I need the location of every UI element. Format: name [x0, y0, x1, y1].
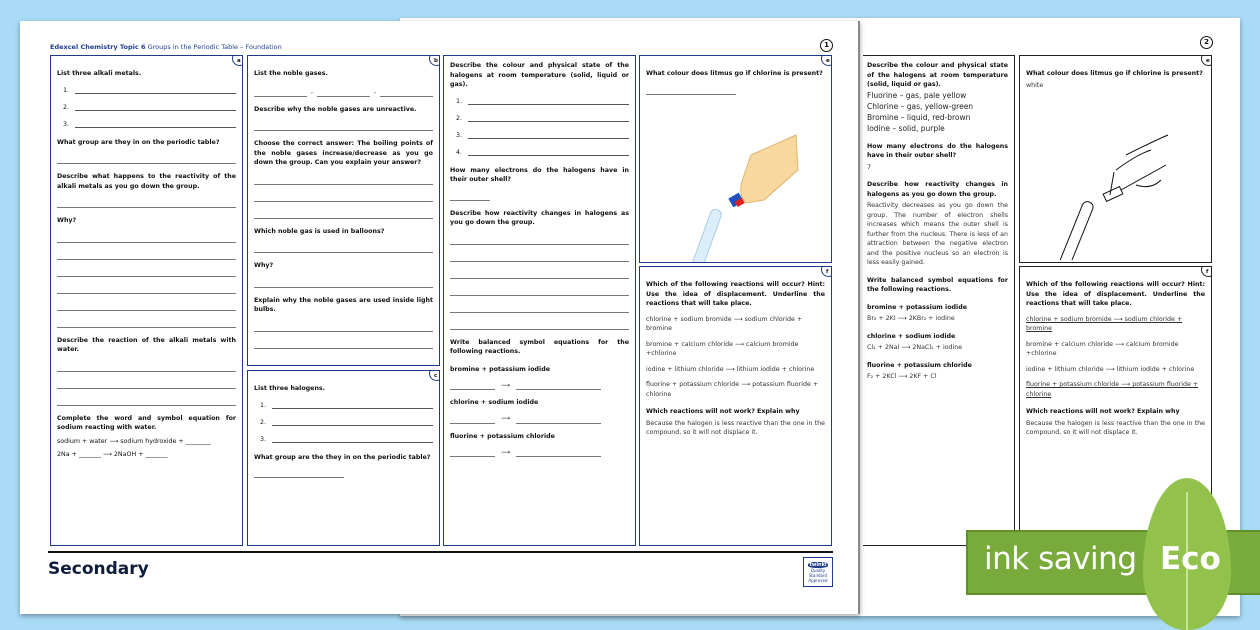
question-text: Which noble gas is used in balloons?: [254, 227, 385, 235]
answer-line[interactable]: [57, 372, 236, 389]
question-text: Describe how reactivity changes in halogens as you go down the group.: [450, 209, 629, 226]
answer-line[interactable]: [57, 226, 236, 243]
numbered-answer-line[interactable]: [57, 79, 236, 96]
line-number: 3.: [63, 121, 70, 128]
numbered-answer-line[interactable]: [57, 113, 236, 130]
question-text: chlorine + sodium iodide: [450, 399, 539, 406]
eco-label: Eco: [1160, 541, 1221, 577]
question-box-e: [1019, 55, 1212, 263]
answer-line[interactable]: [646, 79, 736, 95]
reaction-text: iodine + lithium chloride ⟶ lithium iodide + chlorine: [646, 365, 815, 373]
question-box-e: [639, 55, 832, 263]
equation-text: sodium + water ⟶ sodium hydroxide + ________: [57, 437, 211, 445]
answer-line[interactable]: [450, 185, 490, 201]
footer-divider: [48, 551, 833, 553]
section-tag: e: [821, 55, 832, 66]
answer-line[interactable]: [57, 243, 236, 260]
question-text: Describe the colour and physical state of the halogens at room temperature (solid, liquid or gas).: [867, 62, 1008, 88]
question-box-d: [443, 55, 636, 546]
answer-text: Br₂ + 2KI ⟶ 2KBr₂ + iodine: [867, 315, 955, 322]
question-text: Which reactions will not work? Explain why: [1026, 408, 1180, 415]
answer-line[interactable]: [57, 260, 236, 277]
question-box-f: [639, 266, 832, 546]
hand-test-tube-line-drawing: [1026, 110, 1206, 260]
numbered-answer-line[interactable]: [254, 428, 433, 445]
line-number: 2.: [63, 104, 70, 111]
question-text: Describe the colour and physical state of the halogens at room temperature (solid, liquid or gas).: [450, 62, 629, 88]
question-text: bromine + potassium iodide: [450, 365, 550, 373]
answer-line[interactable]: [254, 462, 344, 478]
question-text: Which of the following reactions will occur? Hint: Use the idea of displacement. Underline the reactions that will take place.: [1026, 281, 1205, 307]
numbered-answer-line[interactable]: [254, 411, 433, 428]
section-tag: f: [821, 266, 832, 277]
question-text: Why?: [57, 217, 77, 224]
section-tag: c: [429, 370, 440, 381]
answer-text: Because the halogen is less reactive than the one in the compound, so it will not displace it.: [1026, 419, 1205, 436]
question-text: fluorine + potassium chloride: [867, 361, 972, 369]
question-box-b: [247, 55, 440, 366]
answer-line[interactable]: [254, 202, 433, 219]
equation-text: 2Na + _______ ⟶ 2NaOH + _______: [57, 451, 168, 458]
question-text: fluorine + potassium chloride: [450, 432, 555, 440]
question-text: How many electrons do the halogens have in their outer shell?: [450, 166, 629, 183]
section-tag: e: [1201, 55, 1212, 66]
answer-line[interactable]: [57, 191, 236, 208]
line-number: 2.: [456, 115, 463, 122]
question-text: Describe the reaction of the alkali metals with water.: [57, 336, 236, 353]
answer-line[interactable]: [57, 294, 236, 311]
header-topic: Edexcel Chemistry Topic 6: [50, 43, 146, 51]
answer-text: Because the halogen is less reactive than the one in the compound, so it will not displace it.: [646, 419, 825, 436]
question-text: Write balanced symbol equations for the following reactions.: [867, 276, 1008, 293]
footer-secondary-label: Secondary: [48, 559, 149, 579]
reaction-text: fluorine + potassium chloride ⟶ potassium fluoride + chlorine: [646, 381, 819, 398]
question-text: What colour does litmus go if chlorine is present?: [646, 70, 823, 77]
answer-line[interactable]: [450, 296, 629, 313]
question-text: List the noble gases.: [254, 70, 328, 77]
line-number: 1.: [63, 87, 70, 94]
equation-blank[interactable]: ⟶: [450, 374, 629, 390]
question-text: Explain why the noble gases are used inside light bulbs.: [254, 296, 433, 313]
question-text: List three alkali metals.: [57, 70, 142, 77]
illustration: [646, 115, 825, 264]
answer-text: white: [1026, 81, 1044, 89]
answer-blanks[interactable]: , ,: [254, 79, 433, 97]
question-box-a: [50, 55, 243, 546]
answer-line[interactable]: [57, 277, 236, 294]
answer-line[interactable]: [254, 236, 433, 253]
line-number: 1.: [456, 98, 463, 105]
reaction-text: iodine + lithium chloride ⟶ lithium iodide + chlorine: [1026, 365, 1195, 373]
answer-line[interactable]: [254, 315, 433, 332]
answer-line[interactable]: [254, 114, 433, 131]
worksheet-header: [50, 43, 282, 51]
reaction-text: chlorine + sodium bromide ⟶ sodium chloride + bromine: [646, 315, 803, 332]
page-number: 1: [820, 39, 833, 52]
answer-line[interactable]: [57, 147, 236, 164]
answer-text: Fluorine – gas, pale yellow: [867, 90, 967, 100]
numbered-answer-line[interactable]: [57, 96, 236, 113]
answer-text: 7: [867, 163, 872, 171]
header-title: Groups in the Periodic Table – Foundation: [145, 43, 282, 51]
answer-line[interactable]: [254, 185, 433, 202]
question-text: List three halogens.: [254, 385, 326, 392]
answer-text: Iodine – solid, purple: [867, 123, 945, 133]
section-tag: a: [232, 55, 243, 66]
question-text: What group are the they in on the periodic table?: [254, 453, 431, 461]
answer-line[interactable]: [450, 279, 629, 296]
answer-text: F₂ + 2KCl ⟶ 2KF + Cl: [867, 373, 937, 380]
section-tag: f: [1201, 266, 1212, 277]
answer-line[interactable]: [450, 262, 629, 279]
answer-text: Chlorine – gas, yellow-green: [867, 101, 974, 111]
answer-line[interactable]: [254, 168, 433, 185]
answer-line[interactable]: [57, 389, 236, 406]
numbered-answer-line[interactable]: [450, 141, 629, 158]
ink-saving-label: ink saving: [984, 541, 1137, 577]
numbered-answer-line[interactable]: [450, 90, 629, 107]
reaction-text: bromine + calcium chloride ⟶ calcium bromide +chlorine: [1026, 340, 1179, 357]
line-number: 3.: [456, 132, 463, 139]
answer-line[interactable]: [254, 332, 433, 349]
answer-text: Cl₂ + 2NaI ⟶ 2NaCl₂ + iodine: [867, 344, 963, 351]
question-text: Describe how reactivity changes in halogens as you go down the group.: [867, 181, 1008, 198]
reaction-text: chlorine + sodium bromide ⟶ sodium chloride + bromine: [1026, 315, 1183, 332]
question-text: bromine + potassium iodide: [867, 303, 967, 311]
line-number: 2.: [260, 419, 267, 426]
numbered-answer-line[interactable]: [450, 107, 629, 124]
answer-line[interactable]: [254, 271, 433, 288]
answer-line[interactable]: [450, 313, 629, 330]
illustration: [1026, 110, 1205, 263]
answer-line[interactable]: [450, 228, 629, 245]
line-number: 3.: [260, 436, 267, 443]
question-text: Write balanced symbol equations for the following reactions.: [450, 338, 629, 355]
reaction-text: bromine + calcium chloride ⟶ calcium bromide +chlorine: [646, 340, 799, 357]
hand-litmus-test-tube-illustration: [646, 115, 826, 264]
question-text: What colour does litmus go if chlorine is present?: [1026, 70, 1203, 77]
worksheet-page: [20, 21, 860, 614]
equation-blank[interactable]: ⟶: [450, 441, 629, 457]
answer-line[interactable]: [57, 311, 236, 328]
badge-brand: twinkl: [809, 562, 827, 568]
section-tag: b: [429, 55, 440, 66]
answer-text: Bromine – liquid, red-brown: [867, 112, 971, 122]
line-number: 1.: [260, 402, 267, 409]
question-text: How many electrons do the halogens have in their outer shell?: [867, 142, 1008, 159]
question-text: Describe what happens to the reactivity of the alkali metals as you go down the group.: [57, 173, 236, 190]
question-text: chlorine + sodium iodide: [867, 332, 956, 340]
line-number: 4.: [456, 149, 463, 156]
answer-line[interactable]: [450, 245, 629, 262]
question-text: Choose the correct answer: The boiling points of the noble gases increase/decrease as you go down the group. Can you explain your answer?: [254, 140, 433, 166]
question-text: Complete the word and symbol equation for sodium reacting with water.: [57, 414, 236, 431]
numbered-answer-line[interactable]: [254, 394, 433, 411]
equation-blank[interactable]: ⟶: [450, 408, 629, 424]
answer-text: Reactivity decreases as you go down the group. The number of electron shells increases which means the outer shell is further from the nucleus. There is less of an attraction between the negative electron and the positive nucleus so an electron is less easily gained.: [867, 202, 1008, 266]
question-text: What group are they in on the periodic table?: [57, 138, 220, 146]
numbered-answer-line[interactable]: [450, 124, 629, 141]
question-box-c: [247, 370, 440, 546]
answer-line[interactable]: [57, 355, 236, 372]
twinkl-quality-badge: [803, 557, 833, 587]
reaction-text: fluorine + potassium chloride ⟶ potassium fluoride + chlorine: [1026, 381, 1199, 398]
question-box-d: [863, 55, 1015, 546]
question-text: Which reactions will not work? Explain why: [646, 408, 800, 415]
badge-caption: Quality Standard Approved: [808, 568, 828, 583]
question-text: Why?: [254, 262, 274, 269]
question-text: Which of the following reactions will occur? Hint: Use the idea of displacement. Underline the reactions that will take place.: [646, 281, 825, 307]
page-number: 2: [1200, 36, 1213, 49]
question-text: Describe why the noble gases are unreactive.: [254, 105, 417, 113]
